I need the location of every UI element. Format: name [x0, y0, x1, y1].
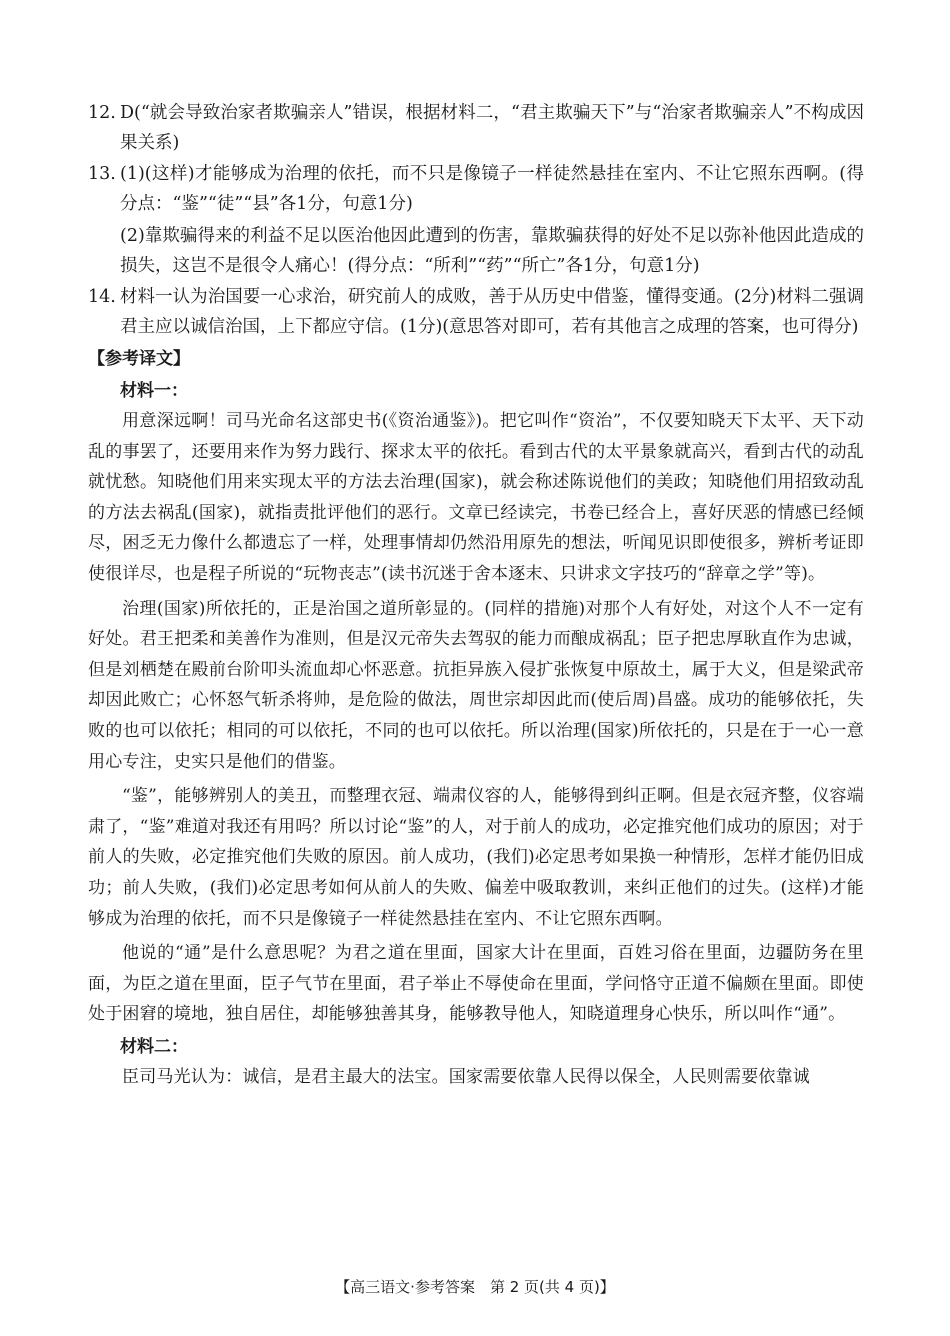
- material-1-title: 材料一：: [120, 381, 188, 401]
- answer-subitem-1: (1)(这样)才能够成为治理的依托，而不只是像镜子一样徒然悬挂在室内、不让它照东西啊。(得分点：“鉴”“徒”“县”各1分，句意1分): [120, 164, 864, 214]
- material-1-paragraph: 用意深远啊！司马光命名这部史书(《资治通鉴》)。把它叫作“资治”，不仅要知晓天下太平、天下动乱的事罢了，还要用来作为努力践行、探求太平的依托。看到古代的太平景象就高兴，看到古代的动乱就忧愁。知晓他们用来实现太平的方法去治理(国家)，就会称述陈说他们的美政；知晓他们用招致动乱的方法去祸乱(国家)，就指责批评他们的恶行。文章已经读完，书卷已经合上，喜好厌恶的情感已经倾尽，困乏无力像什么都遗忘了一样，处理事情却仍然沿用原先的想法，听闻见识即使很多，辨析考证即使很详尽，也是程子所说的“玩物丧志”(读书沉迷于舍本逐末、只讲求文字技巧的“辞章之学”等)。: [88, 411, 864, 584]
- answer-content: [88, 98, 864, 1092]
- translation-heading: 【参考译文】: [88, 349, 190, 369]
- material-2-title: 材料二：: [120, 1036, 188, 1057]
- answer-text: D(“就会导致治家者欺骗亲人”错误，根据材料二，“君主欺骗天下”与“治家者欺骗亲人”不构成因果关系): [120, 103, 864, 153]
- material-1-paragraph: 他说的“通”是什么意思呢？为君之道在里面，国家大计在里面，百姓习俗在里面，边疆防务在里面，为臣之道在里面，臣子气节在里面，君子举止不辱使命在里面，学问恪守正道不偏颇在里面。即使处于困窘的境地，独自居住，却能够独善其身，能够教导他人，知晓道理身心快乐，所以叫作“通”。: [88, 943, 864, 1025]
- answer-number: 14.: [88, 287, 116, 307]
- answer-text: 材料一认为治国要一心求治，研究前人的成败，善于从历史中借鉴，懂得变通。(2分)材料二强调君主应以诚信治国，上下都应守信。(1分)(意思答对即可，若有其他言之成理的答案，也可得分): [120, 287, 864, 337]
- answer-13: [88, 159, 864, 281]
- answer-number: 12.: [88, 103, 116, 123]
- material-2-paragraph: 臣司马光认为：诚信，是君主最大的法宝。国家需要依靠人民得以保全，人民则需要依靠诚: [122, 1066, 810, 1087]
- answer-number: 13.: [88, 164, 116, 184]
- answer-subitem-2: (2)靠欺骗得来的利益不足以医治他因此遭到的伤害，靠欺骗获得的好处不足以弥补他因此造成的损失，这岂不是很令人痛心！(得分点：“所利”“药”“所亡”各1分，句意1分): [120, 226, 864, 276]
- answer-14: [88, 282, 864, 342]
- material-1-paragraph: 治理(国家)所依托的，正是治国之道所彰显的。(同样的措施)对那个人有好处，对这个人不一定有好处。君王把柔和美善作为准则，但是汉元帝失去驾驭的能力而酿成祸乱；臣子把忠厚耿直作为忠诚，但是刘栖楚在殿前台阶叩头流血却心怀恶意。抗拒异族入侵扩张恢复中原故土，属于大义，但是梁武帝却因此败亡；心怀怒气斩杀将帅，是危险的做法，周世宗却因此而(使后周)昌盛。成功的能够依托，失败的也可以依托；相同的可以依托，不同的也可以依托。所以治理(国家)所依托的，只是在于一心一意用心专注，史实只是他们的借鉴。: [88, 598, 864, 772]
- material-1-paragraph: “鉴”，能够辨别人的美丑，而整理衣冠、端肃仪容的人，能够得到纠正啊。但是衣冠齐整，仪容端肃了，“鉴”难道对我还有用吗？所以讨论“鉴”的人，对于前人的成功，必定推究他们成功的原因；对于前人的失败，必定推究他们失败的原因。前人成功，(我们)必定思考如果换一种情形，怎样才能仍旧成功；前人失败，(我们)必定思考如何从前人的失败、偏差中吸取教训，来纠正他们的过失。(这样)才能够成为治理的依托，而不只是像镜子一样徒然悬挂在室内、不让它照东西啊。: [88, 786, 864, 929]
- answer-12: [88, 98, 864, 158]
- page-footer: 【高三语文·参考答案 第 2 页(共 4 页)】: [335, 1278, 615, 1296]
